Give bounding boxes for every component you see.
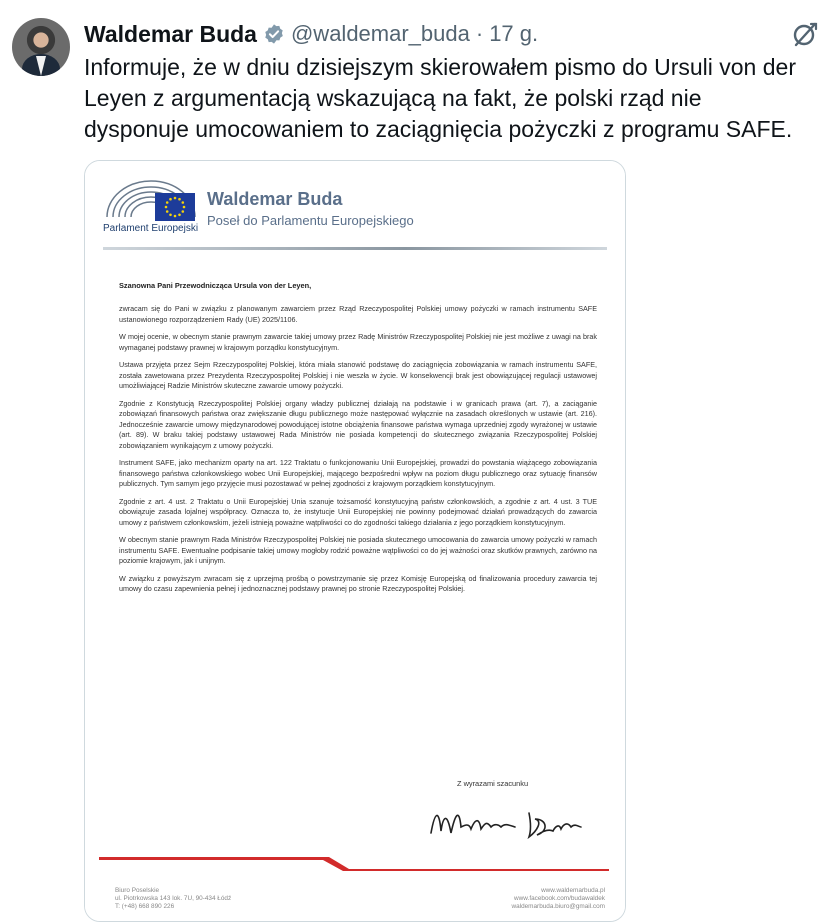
- grok-icon[interactable]: [791, 20, 819, 48]
- letter-document: [85, 161, 625, 921]
- letter-paragraph: W związku z powyższym zwracam się z uprzejmą prośbą o powstrzymanie się przez Komisję Europejską od finalizowania procedury zawarcia tej umowy do czasu zapewnienia pełnej i jednoznacznej podstawy prawnej po stronie Rzeczypospolitej Polskiej.: [119, 573, 597, 593]
- tweet-media[interactable]: [84, 160, 626, 922]
- tweet-header: [84, 18, 538, 50]
- author-name[interactable]: Waldemar Buda: [84, 20, 257, 47]
- letter-paragraph: Instrument SAFE, jako mechanizm oparty na art. 122 Traktatu o funkcjonowaniu Unii Europejskiej, prowadzi do powstania wiążącego zobowiązania finansowego państwa członkowskiego wobec Unii Europejskiej, mającego bezpośredni wpływ na poziom długu publicznego oraz sytuację finansów publicznych. Tym samym jego przyjęcie musi pozostawać w pełnej zgodności z krajowym porządkiem konstytucyjnym.: [119, 458, 597, 488]
- footer-red-band: [99, 857, 609, 871]
- eu-flag-icon: [155, 193, 195, 221]
- letter-salutation: Szanowna Pani Przewodnicząca Ursula von der Leyen,: [119, 281, 312, 290]
- footer-address: [115, 887, 231, 911]
- letter-paragraph: Zgodnie z art. 4 ust. 2 Traktatu o Unii Europejskiej Unia szanuje tożsamość konstytucyjną państw członkowskich, a zgodnie z art. 4 ust. 3 TUE obowiązuje zasada lojalnej współpracy. Oznacza to, że instytucje Unii Europejskiej nie powinny podejmować działań prowadzących do zawarcia umowy z państwem członkowskim, jeżeli istnieją poważne wątpliwości co do zgodności takiego działania z jego porządkiem konstytucyjnym.: [119, 496, 597, 527]
- sender-role: Poseł do Parlamentu Europejskiego: [207, 213, 414, 228]
- letter-closing: Z wyrazami szacunku: [457, 779, 529, 788]
- header-divider: [103, 247, 607, 250]
- letter-paragraph: Zgodnie z Konstytucją Rzeczypospolitej Polskiej organy władzy publicznej działają na podstawie i w granicach prawa (art. 7), a zaciąganie zobowiązań finansowych państwa oraz zwiększanie długu publicznego może następować wyłącznie na zasadach określonych w ustawie (art. 216). Jednocześnie zawarcie umowy międzynarodowej powodującej istotne obciążenia finansowe państwa wymaga uprzedniej zgody wyrażonej w ustawie (art. 89). W braku takiej podstawy ustawowej Rada Ministrów nie posiada kompetencji do skutecznego związania Rzeczypospolitej Polskiej zobowiązaniem wynikającym z umowy pożyczki.: [119, 398, 597, 450]
- tweet-text: Informuje, że w dniu dzisiejszym skierowałem pismo do Ursuli von der Leyen z argumentacją wskazującą na fakt, że polski rząd nie dysponuje umocowaniem to zaciągnięcia pożyczki z programu SAFE.: [84, 54, 796, 142]
- letter-body: [119, 304, 597, 602]
- letter-paragraph: zwracam się do Pani w związku z planowanym zawarciem przez Rząd Rzeczypospolitej Polskiej umowy pożyczki w ramach instrumentu SAFE ustanowionego rozporządzeniem Rady (UE) 2025/1106.: [119, 304, 597, 324]
- letter-paragraph: Ustawa przyjęta przez Sejm Rzeczypospolitej Polskiej, która miała stanowić podstawę do zaciągnięcia zobowiązania w ramach instrumentu SAFE, została zawetowana przez Prezydenta Rzeczypospolitej Polskiej i nie weszła w życie. W konsekwencji brak jest obowiązującej regulacji ustawowej umożliwiającej Radzie Ministrów skuteczne zawarcie umowy pożyczki.: [119, 360, 597, 390]
- footer-left-line: ul. Piotrkowska 143 lok. 7U, 90-434 Łódź: [115, 895, 232, 902]
- footer-right-line: www.waldemarbuda.pl: [541, 887, 605, 894]
- footer-left-line: T: (+48) 668 890 226: [115, 903, 175, 910]
- tweet-time[interactable]: 17 g.: [489, 21, 539, 46]
- sender-name: Waldemar Buda: [207, 189, 343, 209]
- avatar[interactable]: [12, 18, 70, 76]
- footer-right-line: waldemarbuda.biuro@gmail.com: [511, 903, 605, 910]
- letter-paragraph: W mojej ocenie, w obecnym stanie prawnym zawarcie takiej umowy przez Radę Ministrów Rzeczypospolitej Polskiej nie jest możliwe z uwagi na brak wymaganej podstawy prawnej w krajowym porządku konstytucyjnym.: [119, 332, 597, 352]
- handwritten-signature: [425, 797, 585, 847]
- footer-left-line: Biuro Poselskie: [115, 887, 160, 894]
- letter-paragraph: W obecnym stanie prawnym Rada Ministrów Rzeczypospolitej Polskiej nie posiada skutecznego umocowania do zawarcia umowy pożyczki w ramach instrumentu SAFE. Ewentualne podpisanie takiej umowy mogłoby rodzić poważne wątpliwości co do jej ważności oraz skutków prawnych, zarówno na poziomie krajowym, jak i unijnym.: [119, 535, 597, 565]
- footer-right-line: www.facebook.com/budawaldek: [514, 895, 605, 902]
- parliament-caption: Parlament Europejski: [103, 223, 199, 234]
- footer-contacts: [511, 887, 605, 911]
- separator-dot: ·: [475, 21, 484, 46]
- author-handle[interactable]: @waldemar_buda: [290, 21, 470, 46]
- verified-badge-icon: [263, 23, 285, 45]
